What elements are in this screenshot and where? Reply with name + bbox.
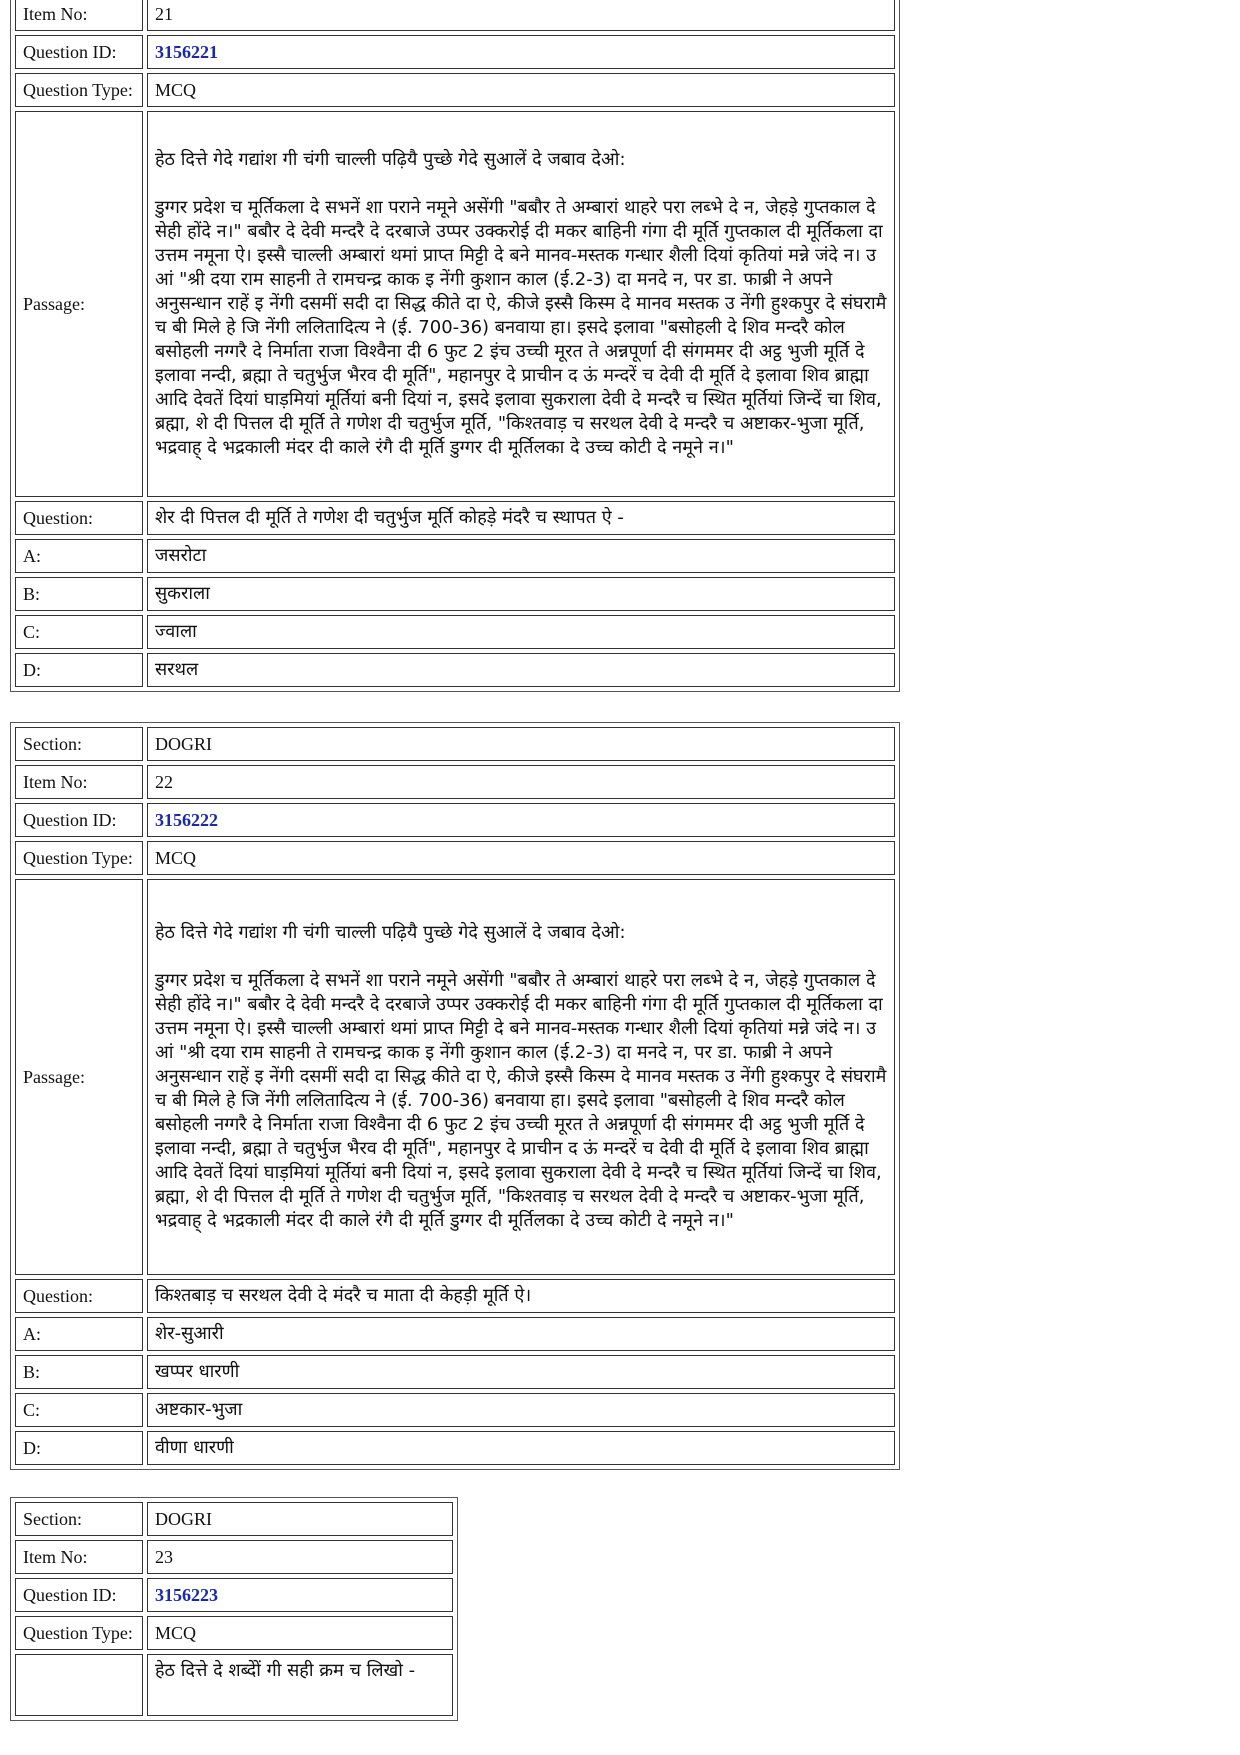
option-d-label: D: (15, 653, 143, 687)
question-label: Question: (15, 501, 143, 535)
passage-intro: हेठ दित्ते गेदे गद्यांश गी चंगी चाल्ली पढ़ियै पुच्छे गेदे सुआलें दे जबाव देओ: (155, 149, 626, 170)
question-type-row (15, 73, 895, 107)
question-row (15, 1654, 453, 1716)
question-id-value: 3156221 (155, 42, 218, 62)
passage-row (15, 111, 895, 497)
item-no-row (15, 0, 895, 31)
question-label: Question: (15, 1279, 143, 1313)
question-table-23 (10, 1497, 458, 1721)
question-id-row (15, 1578, 453, 1612)
section-label: Section: (15, 1502, 143, 1536)
option-c-row (15, 615, 895, 649)
question-table-21 (10, 0, 900, 692)
section-value: DOGRI (147, 727, 895, 761)
question-id-label: Question ID: (15, 803, 143, 837)
question-id-label: Question ID: (15, 35, 143, 69)
question-id-value: 3156222 (155, 810, 218, 830)
question-id-row (15, 35, 895, 69)
option-b-text: खप्पर धारणी (147, 1355, 895, 1389)
option-b-label: B: (15, 1355, 143, 1389)
question-type-row (15, 841, 895, 875)
section-value: DOGRI (147, 1502, 453, 1536)
section-row (15, 727, 895, 761)
option-a-text: जसरोटा (147, 539, 895, 573)
item-no-label: Item No: (15, 0, 143, 31)
question-type-label: Question Type: (15, 841, 143, 875)
option-d-label: D: (15, 1431, 143, 1465)
question-text: किश्तबाड़ च सरथल देवी दे मंदरै च माता दी केहड़ी मूर्ति ऐ। (147, 1279, 895, 1313)
question-id-value: 3156223 (155, 1585, 218, 1605)
option-a-label: A: (15, 539, 143, 573)
option-a-row (15, 1317, 895, 1351)
item-no-value: 22 (147, 765, 895, 799)
item-no-value: 21 (147, 0, 895, 31)
section-label: Section: (15, 727, 143, 761)
option-c-row (15, 1393, 895, 1427)
passage-intro: हेठ दित्ते गेदे गद्यांश गी चंगी चाल्ली पढ़ियै पुच्छे गेदे सुआलें दे जबाव देओ: (155, 922, 626, 943)
passage-label: Passage: (15, 879, 143, 1275)
passage-body: डुग्गर प्रदेश च मूर्तिकला दे सभनें शा पराने नमूने असेंगी "बबौर ते अम्बारां थाहरे परा लब्भे दे न, जेहड़े गुप्तकाल दे सेही होंदे न।" बबौर दे देवी मन्दरै दे दरबाजे उप्पर उक्करोई दी मकर बाहिनी गंगा दी मूर्ति गुप्तकाल दी मूर्तिकला दा उत्तम नमूना ऐ। इस्सै चाल्ली अम्बारां थमां प्राप्त मिट्टी दे बने मानव-मस्तक गन्धार शैली दियां कृतियां मन्ने जंदे न। उ आं "श्री दया राम साहनी ते रामचन्द्र काक इ नेंगी कुशान काल (ई.2-3) दा मनदे न, पर डा. फाब्री ने अपने अनुसन्धान राहें इ नेंगी दसमीं सदी दा सिद्ध कीते दा ऐ, कीजे इस्सै किस्म दे मानव मस्तक उ नेंगी हुश्कपुर दे संघरामै च बी मिले हे जि नेंगी ललितादित्य ने (ई. 700-36) बनवाया हा। इसदे इलावा "बसोहली दे शिव मन्दरै कोल बसोहली नग्गरै दे निर्माता राजा विश्वैना दी 6 फुट 2 इंच उच्ची मूरत ते अन्नपूर्णा दी संगममर दी अट्ठ भुजी मूर्ति दे इलावा नन्दी, ब्रह्मा ते चतुर्भुज भैरव दी मूर्ति", महानपुर दे प्राचीन द ऊं मन्दरें च देवी दी मूर्ति दे इलावा शिव ब्राह्मा आदि देवतें दियां घाड़मियां मूर्तियां बनी दियां न, इसदे इलावा सुकराला देवी दे मन्दरै च स्थित मूर्तियां जिन्दें चा शिव, ब्रह्मा, शे दी पित्तल दी मूर्ति ते गणेश दी चतुर्भुज मूर्ति, "किश्तवाड़ च सरथल देवी दे मन्दरै च अष्टाकर-भुजा मूर्ति, भद्रवाह् दे भद्रकाली मंदर दी काले रंगै दी मूर्ति डुग्गर दी मूर्तिलका दे उच्च कोटी दे नमूने न।" (155, 197, 887, 458)
question-text: शेर दी पित्तल दी मूर्ति ते गणेश दी चतुर्भुज मूर्ति कोहड़े मंदरै च स्थापत ऐ - (147, 501, 895, 535)
option-d-text: सरथल (147, 653, 895, 687)
question-type-value: MCQ (147, 841, 895, 875)
question-type-label: Question Type: (15, 73, 143, 107)
option-a-label: A: (15, 1317, 143, 1351)
question-id-row (15, 803, 895, 837)
question-id-label: Question ID: (15, 1578, 143, 1612)
section-row (15, 1502, 453, 1536)
question-text: हेठ दित्ते दे शब्देों गी सही क्रम च लिखो - (147, 1654, 453, 1716)
passage-row (15, 879, 895, 1275)
option-b-row (15, 577, 895, 611)
option-d-row (15, 1431, 895, 1465)
option-b-row (15, 1355, 895, 1389)
item-no-row (15, 1540, 453, 1574)
option-a-row (15, 539, 895, 573)
option-b-label: B: (15, 577, 143, 611)
option-c-label: C: (15, 615, 143, 649)
item-no-label: Item No: (15, 1540, 143, 1574)
passage-text (147, 879, 895, 1275)
option-d-row (15, 653, 895, 687)
option-a-text: शेर-सुआरी (147, 1317, 895, 1351)
option-d-text: वीणा धारणी (147, 1431, 895, 1465)
option-c-text: अष्टकार-भुजा (147, 1393, 895, 1427)
question-type-row (15, 1616, 453, 1650)
passage-body: डुग्गर प्रदेश च मूर्तिकला दे सभनें शा पराने नमूने असेंगी "बबौर ते अम्बारां थाहरे परा लब्भे दे न, जेहड़े गुप्तकाल दे सेही होंदे न।" बबौर दे देवी मन्दरै दे दरबाजे उप्पर उक्करोई दी मकर बाहिनी गंगा दी मूर्ति गुप्तकाल दी मूर्तिकला दा उत्तम नमूना ऐ। इस्सै चाल्ली अम्बारां थमां प्राप्त मिट्टी दे बने मानव-मस्तक गन्धार शैली दियां कृतियां मन्ने जंदे न। उ आं "श्री दया राम साहनी ते रामचन्द्र काक इ नेंगी कुशान काल (ई.2-3) दा मनदे न, पर डा. फाब्री ने अपने अनुसन्धान राहें इ नेंगी दसमीं सदी दा सिद्ध कीते दा ऐ, कीजे इस्सै किस्म दे मानव मस्तक उ नेंगी हुश्कपुर दे संघरामै च बी मिले हे जि नेंगी ललितादित्य ने (ई. 700-36) बनवाया हा। इसदे इलावा "बसोहली दे शिव मन्दरै कोल बसोहली नग्गरै दे निर्माता राजा विश्वैना दी 6 फुट 2 इंच उच्ची मूरत ते अन्नपूर्णा दी संगममर दी अट्ठ भुजी मूर्ति दे इलावा नन्दी, ब्रह्मा ते चतुर्भुज भैरव दी मूर्ति", महानपुर दे प्राचीन द ऊं मन्दरें च देवी दी मूर्ति दे इलावा शिव ब्राह्मा आदि देवतें दियां घाड़मियां मूर्तियां बनी दियां न, इसदे इलावा सुकराला देवी दे मन्दरै च स्थित मूर्तियां जिन्दें चा शिव, ब्रह्मा, शे दी पित्तल दी मूर्ति ते गणेश दी चतुर्भुज मूर्ति, "किश्तवाड़ च सरथल देवी दे मन्दरै च अष्टाकर-भुजा मूर्ति, भद्रवाह् दे भद्रकाली मंदर दी काले रंगै दी मूर्ति डुग्गर दी मूर्तिलका दे उच्च कोटी दे नमूने न।" (155, 970, 887, 1231)
question-type-value: MCQ (147, 1616, 453, 1650)
item-no-row (15, 765, 895, 799)
question-table-22 (10, 722, 900, 1470)
question-row (15, 1279, 895, 1313)
item-no-label: Item No: (15, 765, 143, 799)
passage-text (147, 111, 895, 497)
question-type-value: MCQ (147, 73, 895, 107)
option-b-text: सुकराला (147, 577, 895, 611)
question-row (15, 501, 895, 535)
option-c-text: ज्वाला (147, 615, 895, 649)
option-c-label: C: (15, 1393, 143, 1427)
passage-label: Passage: (15, 111, 143, 497)
question-type-label: Question Type: (15, 1616, 143, 1650)
item-no-value: 23 (147, 1540, 453, 1574)
